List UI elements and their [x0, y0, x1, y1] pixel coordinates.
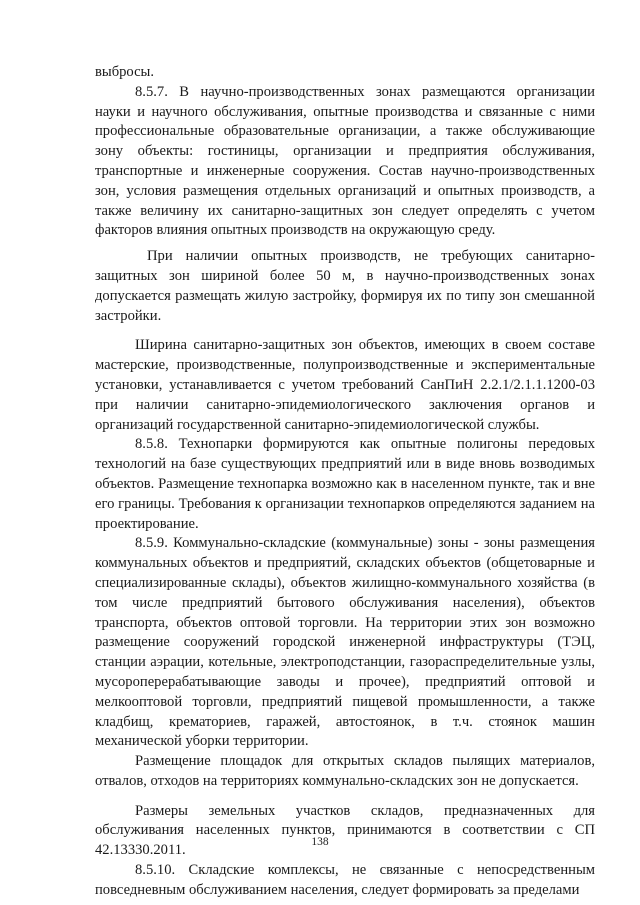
paragraph-8-5-9: 8.5.9. Коммунально-складские (коммунальные) зоны - зоны размещения коммунальных объектов и предприятий, складских объектов (общетоварные и специализированные склады), объектов жилищно-коммунального хозяйства (в том числе предприятий бытового обслуживания населения), объектов транспорта, объектов оптовой торговли. На территории этих зон возможно размещение сооружений городской инженерной инфраструктуры (ТЭЦ, станции аэрации, котельные, электроподстанции, газораспределительные узлы, мусороперерабатывающие заводы и прочее), предприятий оптовой и мелкооптовой торговли, предприятий пищевой промышленности, а также кладбищ, крематориев, гаражей, автостоянок, в т.ч. стоянок машин механической уборки территории. — [95, 535, 595, 750]
paragraph-8-5-8: 8.5.8. Технопарки формируются как опытные полигоны передовых технологий на базе существующих предприятий или в виде вновь возводимых объектов. Размещение технопарка возможно как в населенном пункте, так и вне его границы. Требования к организации технопарков определяются заданием на проектирование. — [95, 436, 595, 532]
paragraph-warehouse-plots: Размеры земельных участков складов, предназначенных для обслуживания населенных пунктов, принимаются в соответствии с СП 42.13330.2011. — [95, 802, 595, 859]
paragraph-emissions-end: выбросы. — [95, 64, 155, 80]
paragraph-8-5-10: 8.5.10. Складские комплексы, не связанные с непосредственным повседневным обслуживанием населения, следует формировать за пределами — [95, 862, 595, 898]
paragraph-sanitary-zone-width: Ширина санитарно-защитных зон объектов, имеющих в своем составе мастерские, производственные, полупроизводственные и экспериментальные установки, устанавливается с учетом требований СанПиН 2.2.1/2.1.1.1200-03 при наличии санитарно-эпидемиологического заключения органов и организаций государственной санитарно-эпидемиологической службы. — [95, 337, 595, 433]
paragraph-8-5-7: 8.5.7. В научно-производственных зонах размещаются организации науки и научного обслуживания, опытные производства и связанные с ними профессиональные образовательные организации, а также обслуживающие зону объекты: гостиницы, организации и предприятия обслуживания, транспортные и инженерные сооружения. Состав научно-производственных зон, условия размещения отдельных организаций и опытных производств, а также величину их санитарно-защитных зон следует определять с учетом факторов влияния опытных производств на окружающую среду. — [95, 83, 595, 239]
page-body-text — [95, 63, 595, 901]
paragraph-experimental-production: При наличии опытных производств, не требующих санитарно-защитных зон шириной более 50 м, в научно-производственных зонах допускается размещать жилую застройку, формируя их по типу зон смешанной застройки. — [95, 248, 595, 324]
page-number: 138 — [311, 836, 329, 848]
paragraph-open-warehouses: Размещение площадок для открытых складов пылящих материалов, отвалов, отходов на территориях коммунально-складских зон не допускается. — [95, 753, 595, 789]
